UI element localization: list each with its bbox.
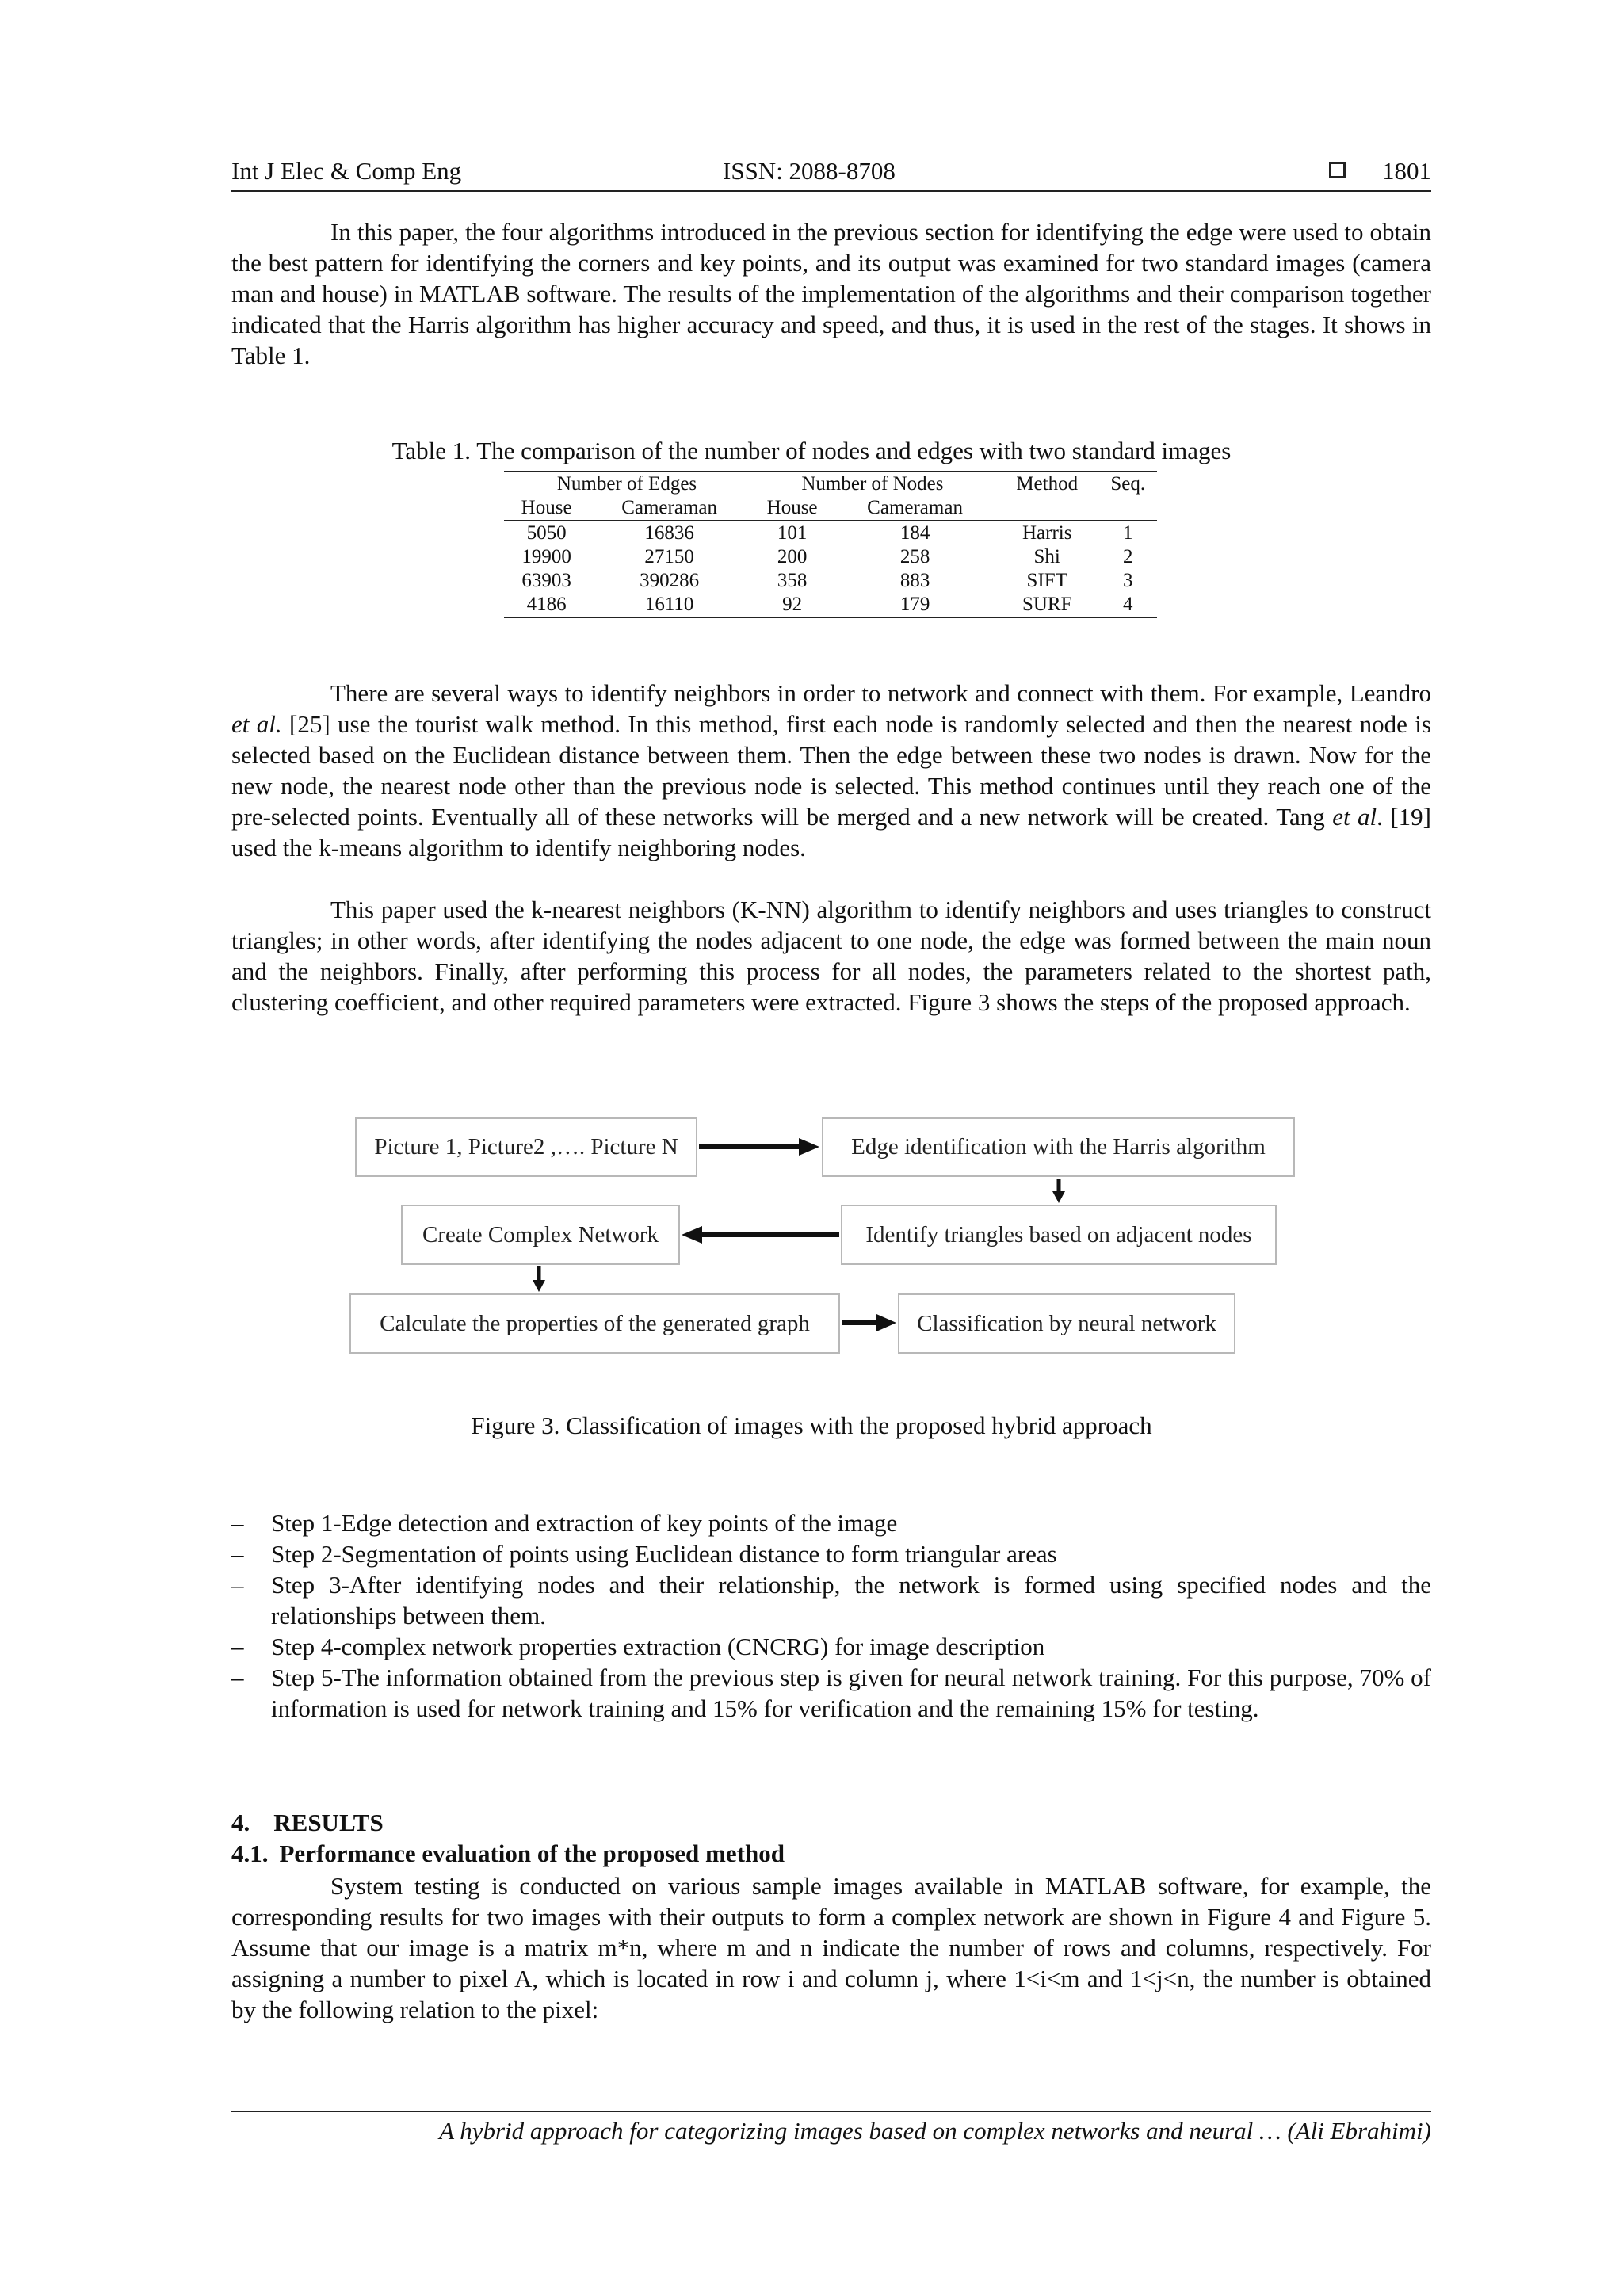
table-cell: 1 (1123, 522, 1133, 544)
figure-caption: Figure 3. Classification of images with the proposed hybrid approach (471, 1412, 1152, 1439)
table-cell: 4186 (504, 593, 589, 617)
subsection-heading: 4.1. Performance evaluation of the proposed method (231, 1839, 785, 1867)
table-caption: Table 1. The comparison of the number of nodes and edges with two standard images (391, 437, 1232, 464)
table-cell: 883 (899, 570, 930, 591)
table-cell: 16110 (589, 593, 750, 617)
header-method: Method (995, 472, 1099, 496)
arrow-head (799, 1138, 819, 1156)
table-cell: 179 (834, 593, 995, 617)
table-cell: 5050 (526, 522, 567, 544)
table-cell: 258 (899, 546, 930, 567)
table-cell: 390286 (640, 570, 700, 591)
arrow-head (876, 1314, 896, 1331)
flow-box-triangles: Identify triangles based on adjacent nodes (841, 1205, 1277, 1265)
subheader-house-nodes: House (750, 496, 834, 521)
table-cell: 3 (1123, 570, 1133, 591)
flow-box-classification: Classification by neural network (898, 1293, 1235, 1354)
arrow-head (533, 1280, 545, 1292)
table-cell: 27150 (644, 546, 694, 567)
list-item: – Step 2-Segmentation of points using Euclidean distance to form triangular areas (231, 1540, 1057, 1568)
running-footer (231, 2111, 1431, 2145)
journal-name: Int J Elec & Comp Eng (231, 157, 462, 185)
table-cell: 184 (899, 522, 930, 544)
section-heading: 4. RESULTS (231, 1809, 384, 1836)
table-cell: 2 (1123, 546, 1133, 567)
subheader-cameraman-edges: Cameraman (589, 496, 750, 521)
list-item: – Step 5-The information obtained from the previous step is given for neural network training. For this purpose, 70% of information is used for network training and 15% for verification and the remaining 15% for testing. (231, 1664, 1431, 1722)
flow-box-pictures: Picture 1, Picture2 ,…. Picture N (355, 1117, 697, 1177)
paragraph-intro: In this paper, the four algorithms introduced in the previous section for identifying the edge were used to obtain the best pattern for identifying the corners and key points, and its output was examined for two standard images (camera man and house) in MATLAB software. The results of the implementation of the algorithms and their comparison together indicated that the Harris algorithm has higher accuracy and speed, and thus, it is used in the rest of the stages. It shows in Table 1. (231, 218, 1431, 369)
header-nodes: Number of Nodes (750, 472, 995, 496)
table-cell: 200 (777, 546, 808, 567)
table-cell: Harris (1022, 522, 1072, 544)
table-cell: 16836 (644, 522, 694, 544)
table-cell: SURF (995, 593, 1099, 617)
paragraph-results: System testing is conducted on various sample images available in MATLAB software, for example, the corresponding results for two images with their outputs to form a complex network are shown in Figure 4 and Figure 5. Assume that our image is a matrix m*n, where m and n indicate the number of rows and columns, respectively. For assigning a number to pixel A, which is located in row i and column j, where 1<i<m and 1<j<n, the number is obtained by the following relation to the pixel: (231, 1872, 1431, 2023)
page-number: 1801 (1382, 157, 1431, 185)
table-cell: 358 (777, 570, 808, 591)
table-cell: 92 (750, 593, 834, 617)
footer-title: A hybrid approach for categorizing images based on complex networks and neural … (Ali Ebrahimi) (439, 2117, 1431, 2145)
arrow-head (1052, 1191, 1065, 1203)
subheader-house-edges: House (504, 496, 589, 521)
list-item: – Step 4-complex network properties extraction (CNCRG) for image description (231, 1633, 1045, 1660)
steps-list (231, 1507, 1431, 1724)
flow-box-properties: Calculate the properties of the generated graph (349, 1293, 840, 1354)
list-item: – Step 1-Edge detection and extraction of key points of the image (231, 1509, 898, 1537)
table-cell: 4 (1099, 593, 1158, 617)
issn: ISSN: 2088-8708 (723, 157, 896, 185)
flow-box-harris: Edge identification with the Harris algorithm (822, 1117, 1295, 1177)
subheader-cameraman-nodes: Cameraman (834, 496, 995, 521)
paragraph-knn: This paper used the k-nearest neighbors (K-NN) algorithm to identify neighbors and uses triangles to construct triangles; in other words, after identifying the nodes adjacent to one node, the edge was formed between the main noun and the neighbors. Finally, after performing this process for all nodes, the parameters related to the shortest path, clustering coefficient, and other required parameters were extracted. Figure 3 shows the steps of the proposed approach. (231, 896, 1431, 1016)
arrow-head (682, 1226, 702, 1244)
header-edges: Number of Edges (504, 472, 750, 496)
table-cell: 101 (777, 522, 808, 544)
paragraph-neighbors: There are several ways to identify neighbors in order to network and connect with them. For example, Leandro et al. [25] use the tourist walk method. In this method, first each node is randomly selected and then the nearest node is selected based on the Euclidean distance between them. Then the edge between these two nodes is drawn. Now for the new node, the nearest node other than the previous node is selected. This method continues until they reach one of the pre-selected points. Eventually all of these networks will be merged and a new network will be created. Tang et al. [19] used the k-means algorithm to identify neighboring nodes. (231, 679, 1431, 861)
list-item: – Step 3-After identifying nodes and their relationship, the network is formed using specified nodes and the relationships between them. (231, 1571, 1431, 1629)
header-seq: Seq. (1099, 472, 1158, 496)
flow-box-complex-network: Create Complex Network (401, 1205, 680, 1265)
table-cell: 19900 (521, 546, 571, 567)
table-cell: 63903 (521, 570, 571, 591)
table-cell: SIFT (1026, 570, 1067, 591)
table-cell: Shi (1033, 546, 1060, 567)
